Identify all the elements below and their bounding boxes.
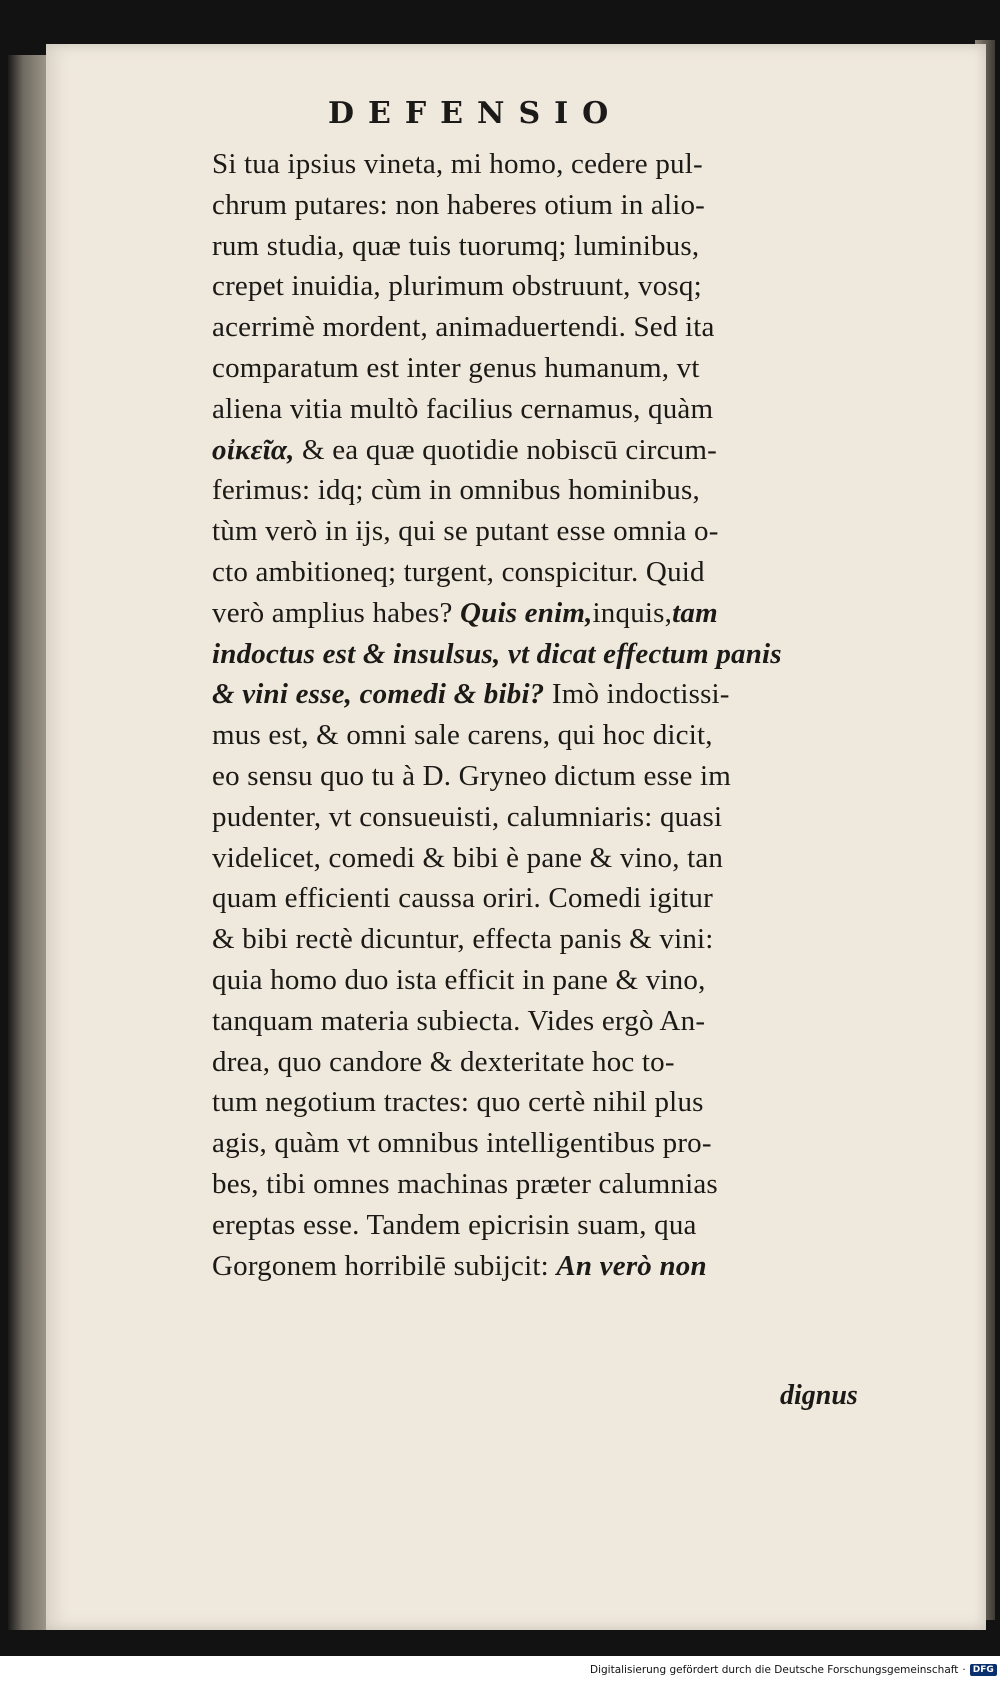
- text-segment: bes, tibi omnes machinas præter calumnias: [212, 1167, 718, 1200]
- text-segment: inquis,: [592, 596, 673, 629]
- text-segment: verò amplius habes?: [212, 596, 461, 629]
- text-line: [212, 1042, 912, 1083]
- text-segment: tanquam materia subiecta. Vides ergò An-: [212, 1004, 706, 1037]
- text-line: [212, 838, 912, 879]
- text-line: [212, 1246, 912, 1287]
- book-board-left: [8, 55, 46, 1630]
- text-segment: ferimus: idq; cùm in omnibus hominibus,: [212, 474, 700, 507]
- text-segment: ereptas esse. Tandem epicrisin suam, qua: [212, 1208, 697, 1241]
- italic-segment: indoctus est & insulsus, vt dicat effectum panis: [212, 637, 782, 670]
- text-line: [212, 348, 912, 389]
- text-segment: crepet inuidia, plurimum obstruunt, vosq;: [212, 270, 702, 303]
- text-segment: tùm verò in ijs, qui se putant esse omnia o-: [212, 515, 719, 548]
- text-line: [212, 1123, 912, 1164]
- text-segment: Gorgonem horribilē subijcit:: [212, 1249, 557, 1282]
- text-line: [212, 674, 912, 715]
- text-line: [212, 511, 912, 552]
- text-line: [212, 756, 912, 797]
- text-line: [212, 1164, 912, 1205]
- text-segment: agis, quàm vt omnibus intelligentibus pro-: [212, 1127, 712, 1160]
- text-segment: chrum putares: non haberes otium in alio-: [212, 188, 706, 221]
- text-segment: acerrimè mordent, animaduertendi. Sed ita: [212, 311, 715, 344]
- text-segment: comparatum est inter genus humanum, vt: [212, 351, 700, 384]
- text-line: [212, 552, 912, 593]
- italic-segment: οἰκεῖα,: [212, 433, 295, 466]
- italic-segment: & vini esse, comedi & bibi?: [212, 678, 545, 711]
- text-line: [212, 266, 912, 307]
- text-line: [212, 1205, 912, 1246]
- text-line: [212, 144, 912, 185]
- text-segment: cto ambitioneq; turgent, conspicitur. Quid: [212, 555, 705, 588]
- footer-separator: ·: [962, 1664, 966, 1676]
- text-line: [212, 593, 912, 634]
- text-line: [212, 878, 912, 919]
- text-segment: quam efficienti caussa oriri. Comedi igitur: [212, 882, 713, 915]
- text-line: [212, 715, 912, 756]
- text-line: [212, 470, 912, 511]
- catchword: dignus: [780, 1380, 858, 1411]
- text-line: [212, 430, 912, 471]
- text-segment: drea, quo candore & dexteritate hoc to-: [212, 1045, 675, 1078]
- text-line: [212, 960, 912, 1001]
- text-segment: videlicet, comedi & bibi è pane & vino, tan: [212, 841, 724, 874]
- digitization-footer: [590, 1661, 997, 1679]
- text-line: [212, 307, 912, 348]
- text-line: [212, 389, 912, 430]
- text-line: [212, 1082, 912, 1123]
- footer-text: Digitalisierung gefördert durch die Deutsche Forschungsgemeinschaft: [590, 1664, 959, 1676]
- text-segment: Si tua ipsius vineta, mi homo, cedere pul-: [212, 148, 703, 180]
- text-segment: & bibi rectè dicuntur, effecta panis & vini:: [212, 923, 714, 956]
- text-segment: aliena vitia multò facilius cernamus, quàm: [212, 392, 714, 425]
- running-header: DEFENSIO: [328, 96, 623, 131]
- italic-segment: tam: [672, 596, 718, 629]
- text-line: [212, 797, 912, 838]
- text-segment: rum studia, quæ tuis tuorumq; luminibus,: [212, 229, 700, 262]
- text-line: [212, 226, 912, 267]
- italic-segment: An verò non: [556, 1249, 707, 1282]
- text-segment: eo sensu quo tu à D. Gryneo dictum esse im: [212, 759, 732, 792]
- text-segment: quia homo duo ista efficit in pane & vino,: [212, 963, 706, 996]
- text-segment: tum negotium tractes: quo certè nihil plus: [212, 1086, 704, 1119]
- text-line: [212, 634, 912, 675]
- text-line: [212, 1001, 912, 1042]
- text-line: [212, 919, 912, 960]
- page-text-block: [212, 144, 912, 1286]
- text-segment: & ea quæ quotidie nobiscū circum-: [294, 433, 717, 466]
- text-segment: pudenter, vt consueuisti, calumniaris: quasi: [212, 800, 723, 833]
- text-segment: Imò indoctissi-: [544, 678, 730, 711]
- text-segment: mus est, & omni sale carens, qui hoc dicit,: [212, 719, 713, 752]
- dfg-logo-icon: DFG: [970, 1664, 997, 1676]
- text-line: [212, 185, 912, 226]
- italic-segment: Quis enim,: [460, 596, 593, 629]
